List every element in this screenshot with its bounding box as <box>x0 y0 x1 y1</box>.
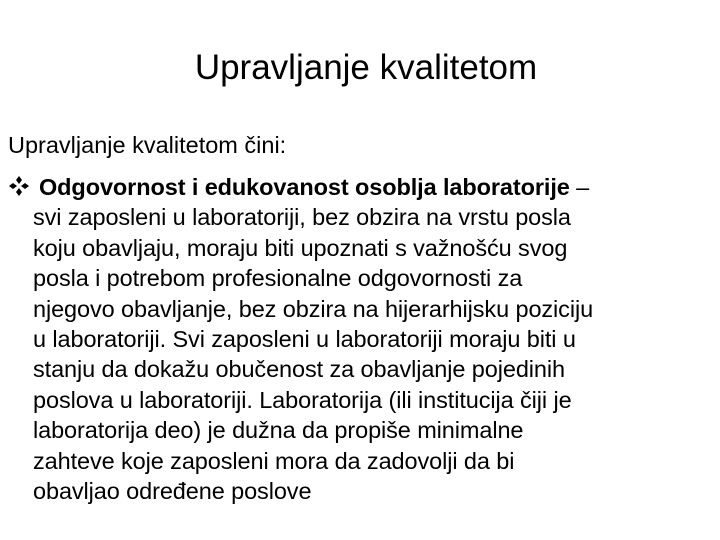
intro-text: Upravljanje kvalitetom čini: <box>8 132 287 158</box>
bullet-first-line <box>33 172 712 202</box>
bullet-line: laboratorija deo) je dužna da propiše minimalne <box>33 417 524 444</box>
bullet-line: obavljao određene poslove <box>33 478 312 505</box>
bullet-dash: – <box>569 174 590 200</box>
bullet-line: posla i potrebom profesionalne odgovornosti za <box>33 265 523 292</box>
bullet-heading: Odgovornost i edukovanost osoblja laboratorije <box>39 174 570 200</box>
diamond-bullet-icon <box>8 175 30 197</box>
bullet-text <box>8 172 712 506</box>
bullet-line: u laboratoriji. Svi zaposleni u laboratoriji moraju biti u <box>33 326 576 353</box>
bullet-item <box>8 172 712 506</box>
bullet-line: zahteve koje zaposleni mora da zadovolji da bi <box>33 447 515 474</box>
slide-title: Upravljanje kvalitetom <box>194 48 538 87</box>
bullet-line: koju obavljaju, moraju biti upoznati s važnošću svog <box>33 234 568 261</box>
bullet-line: njegovo obavljanje, bez obzira na hijerarhijsku poziciju <box>33 295 594 322</box>
bullet-line: svi zaposleni u laboratoriji, bez obzira na vrstu posla <box>33 204 571 231</box>
bullet-line: poslova u laboratoriji. Laboratorija (ili institucija čiji je <box>33 386 572 413</box>
bullet-line: stanju da dokažu obučenost za obavljanje pojedinih <box>33 356 565 383</box>
